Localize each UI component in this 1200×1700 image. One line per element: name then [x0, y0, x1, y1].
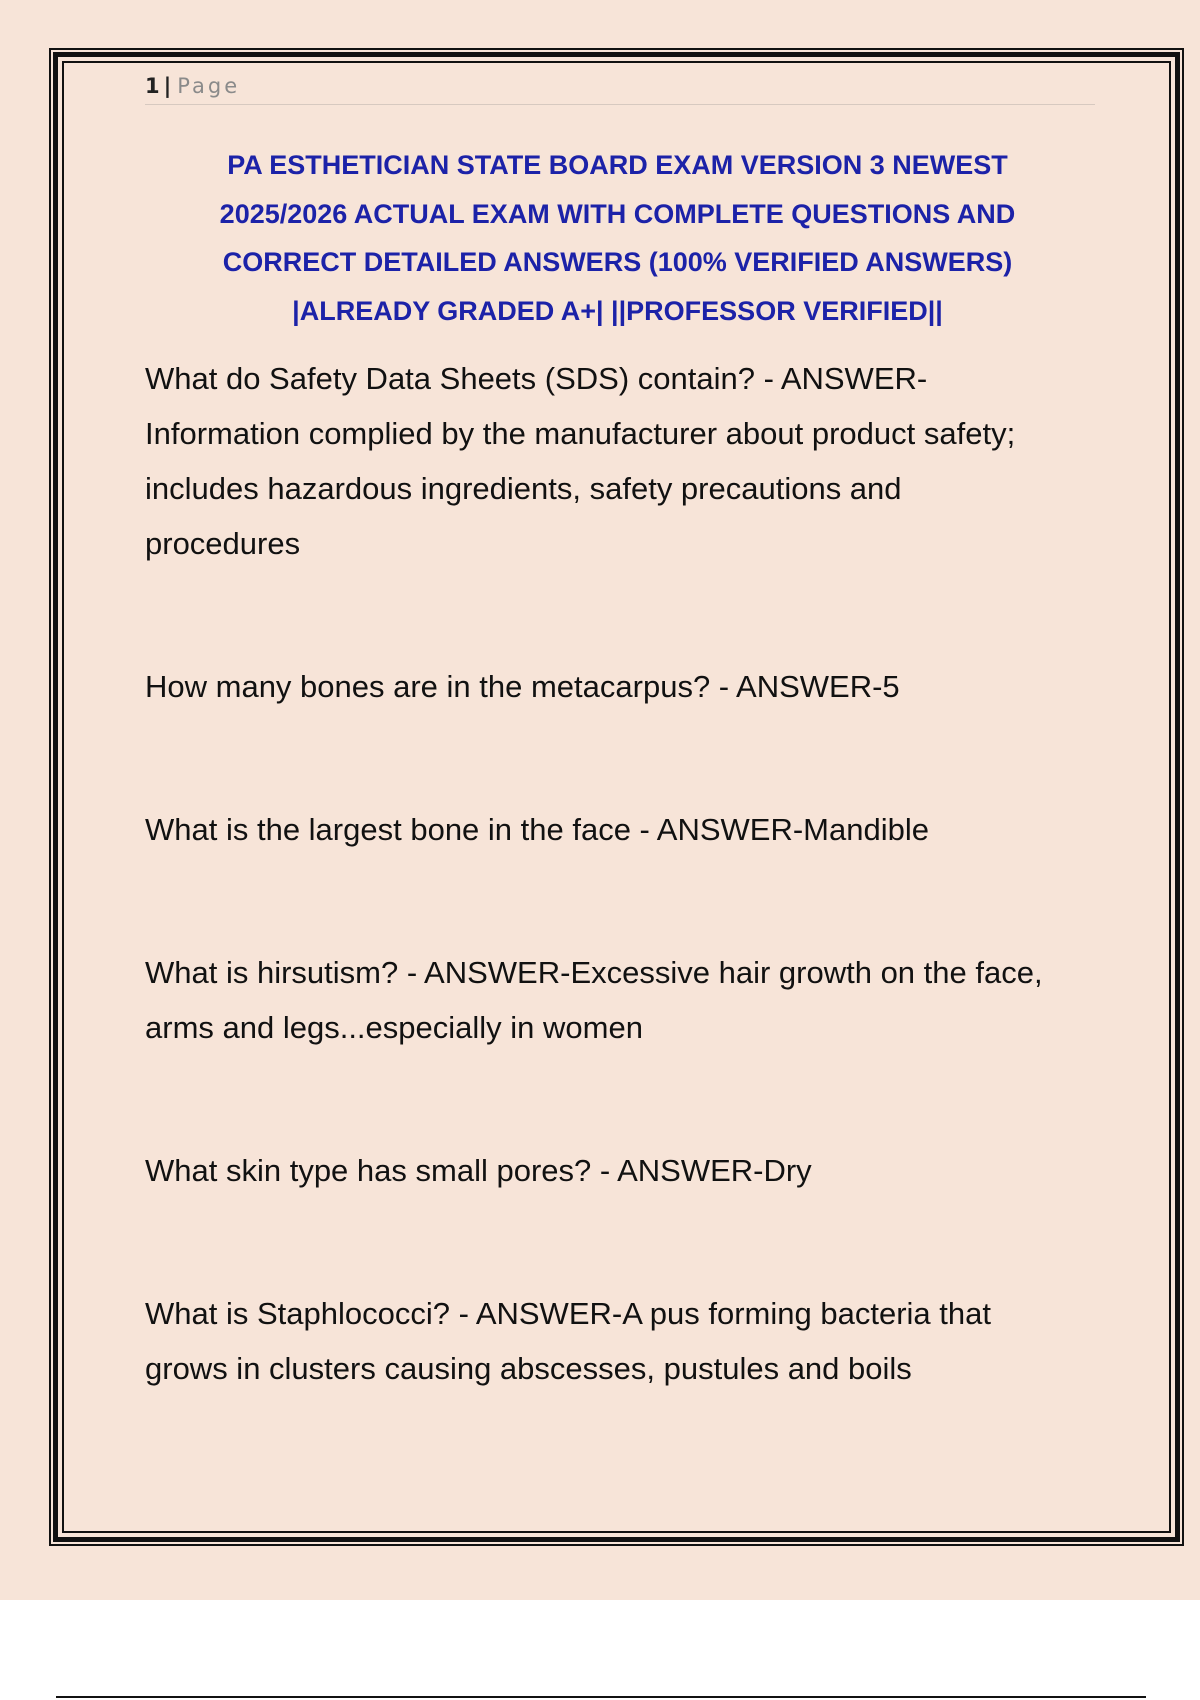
qa-line: What is hirsutism? - ANSWER-Excessive hair growth on the face,	[145, 955, 1043, 990]
qa-item	[145, 1143, 1095, 1198]
qa-line: What is Staphlococci? - ANSWER-A pus forming bacteria that	[145, 1296, 991, 1331]
page-header-separator: |	[163, 74, 172, 98]
qa-line: arms and legs...especially in women	[145, 1010, 643, 1045]
qa-line: includes hazardous ingredients, safety precautions and	[145, 471, 902, 506]
qa-item	[145, 1286, 1095, 1396]
qa-line: procedures	[145, 526, 301, 561]
qa-item	[145, 945, 1095, 1055]
qa-line: grows in clusters causing abscesses, pustules and boils	[145, 1351, 912, 1386]
qa-item	[145, 659, 1095, 714]
next-page-rule	[56, 1696, 1146, 1698]
qa-line: What do Safety Data Sheets (SDS) contain? - ANSWER-	[145, 361, 928, 396]
title-line: CORRECT DETAILED ANSWERS (100% VERIFIED ANSWERS)	[222, 247, 1013, 277]
qa-line: Information complied by the manufacturer about product safety;	[145, 416, 1016, 451]
qa-line: What is the largest bone in the face - ANSWER-Mandible	[145, 812, 929, 847]
page-number: 1	[145, 74, 160, 98]
qa-line: How many bones are in the metacarpus? - ANSWER-5	[145, 669, 900, 704]
qa-item	[145, 351, 1095, 571]
document-title	[145, 141, 1090, 335]
qa-item	[145, 802, 1095, 857]
page-content	[145, 72, 1095, 1396]
question-answer-list	[145, 351, 1095, 1396]
title-line: |ALREADY GRADED A+| ||PROFESSOR VERIFIED||	[292, 295, 943, 326]
page-word: Page	[177, 74, 241, 98]
page-header	[145, 72, 1095, 105]
title-line: 2025/2026 ACTUAL EXAM WITH COMPLETE QUESTIONS AND	[219, 198, 1016, 229]
qa-line: What skin type has small pores? - ANSWER-Dry	[145, 1153, 812, 1188]
title-line: PA ESTHETICIAN STATE BOARD EXAM VERSION 3 NEWEST	[227, 150, 1008, 180]
